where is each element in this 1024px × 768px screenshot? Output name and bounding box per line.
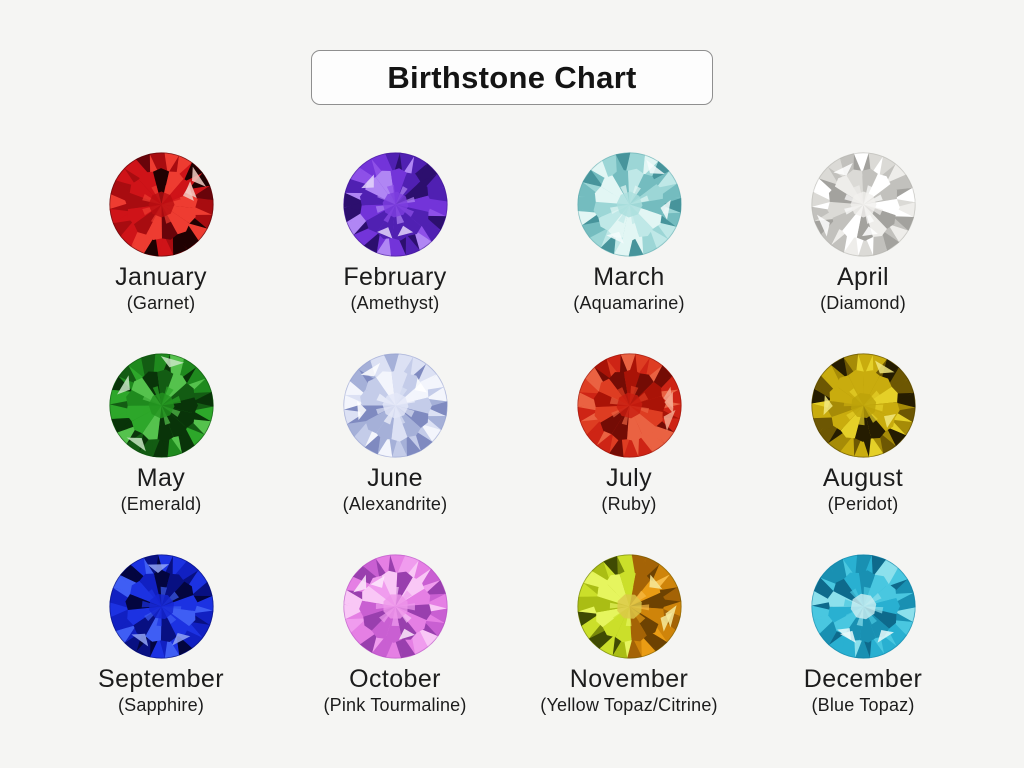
gem-icon-july: [576, 352, 683, 459]
birthstone-cell-march: [512, 151, 746, 352]
gem-icon-october: [342, 553, 449, 660]
month-label-may: May: [136, 464, 186, 492]
gem-stone-icon: [342, 151, 449, 258]
month-label-october: October: [349, 665, 441, 693]
month-label-december: December: [803, 665, 923, 693]
gem-stone-icon: [576, 151, 683, 258]
birthstone-cell-september: [44, 553, 278, 754]
month-label-april: April: [836, 263, 889, 291]
month-label-july: July: [605, 464, 653, 492]
gem-icon-april: [810, 151, 917, 258]
stone-label-february: (Amethyst): [350, 293, 440, 313]
gem-stone-icon: [810, 352, 917, 459]
month-label-june: June: [367, 464, 423, 492]
gem-icon-february: [342, 151, 449, 258]
gem-icon-september: [108, 553, 215, 660]
birthstone-cell-april: [746, 151, 980, 352]
gem-stone-icon: [108, 151, 215, 258]
birthstone-cell-june: [278, 352, 512, 553]
stone-label-september: (Sapphire): [117, 695, 205, 715]
stone-label-april: (Diamond): [820, 293, 906, 313]
month-label-february: February: [343, 263, 447, 291]
birthstone-cell-january: [44, 151, 278, 352]
birthstone-cell-november: [512, 553, 746, 754]
gem-grid: [44, 151, 980, 754]
birthstone-cell-july: [512, 352, 746, 553]
gem-icon-may: [108, 352, 215, 459]
birthstone-cell-february: [278, 151, 512, 352]
stone-label-july: (Ruby): [601, 494, 657, 514]
chart-title: Birthstone Chart: [387, 59, 637, 95]
gem-icon-december: [810, 553, 917, 660]
gem-icon-january: [108, 151, 215, 258]
month-label-august: August: [822, 464, 904, 492]
stone-label-december: (Blue Topaz): [811, 695, 915, 715]
birthstone-cell-october: [278, 553, 512, 754]
month-label-march: March: [593, 263, 665, 291]
gem-icon-march: [576, 151, 683, 258]
gem-stone-icon: [108, 352, 215, 459]
month-label-november: November: [569, 665, 689, 693]
gem-stone-icon: [810, 151, 917, 258]
gem-stone-icon: [342, 553, 449, 660]
gem-icon-june: [342, 352, 449, 459]
gem-stone-icon: [576, 553, 683, 660]
stone-label-may: (Emerald): [120, 494, 202, 514]
stone-label-january: (Garnet): [126, 293, 196, 313]
gem-stone-icon: [810, 553, 917, 660]
gem-icon-november: [576, 553, 683, 660]
stone-label-november: (Yellow Topaz/Citrine): [540, 695, 718, 715]
gem-stone-icon: [576, 352, 683, 459]
gem-stone-icon: [108, 553, 215, 660]
gem-stone-icon: [342, 352, 449, 459]
birthstone-cell-may: [44, 352, 278, 553]
birthstone-cell-august: [746, 352, 980, 553]
month-label-january: January: [115, 263, 207, 291]
stone-label-june: (Alexandrite): [342, 494, 448, 514]
month-label-september: September: [98, 665, 224, 693]
chart-title-box: [311, 50, 713, 105]
stone-label-august: (Peridot): [827, 494, 899, 514]
stone-label-march: (Aquamarine): [573, 293, 685, 313]
birthstone-cell-december: [746, 553, 980, 754]
stone-label-october: (Pink Tourmaline): [323, 695, 467, 715]
gem-icon-august: [810, 352, 917, 459]
